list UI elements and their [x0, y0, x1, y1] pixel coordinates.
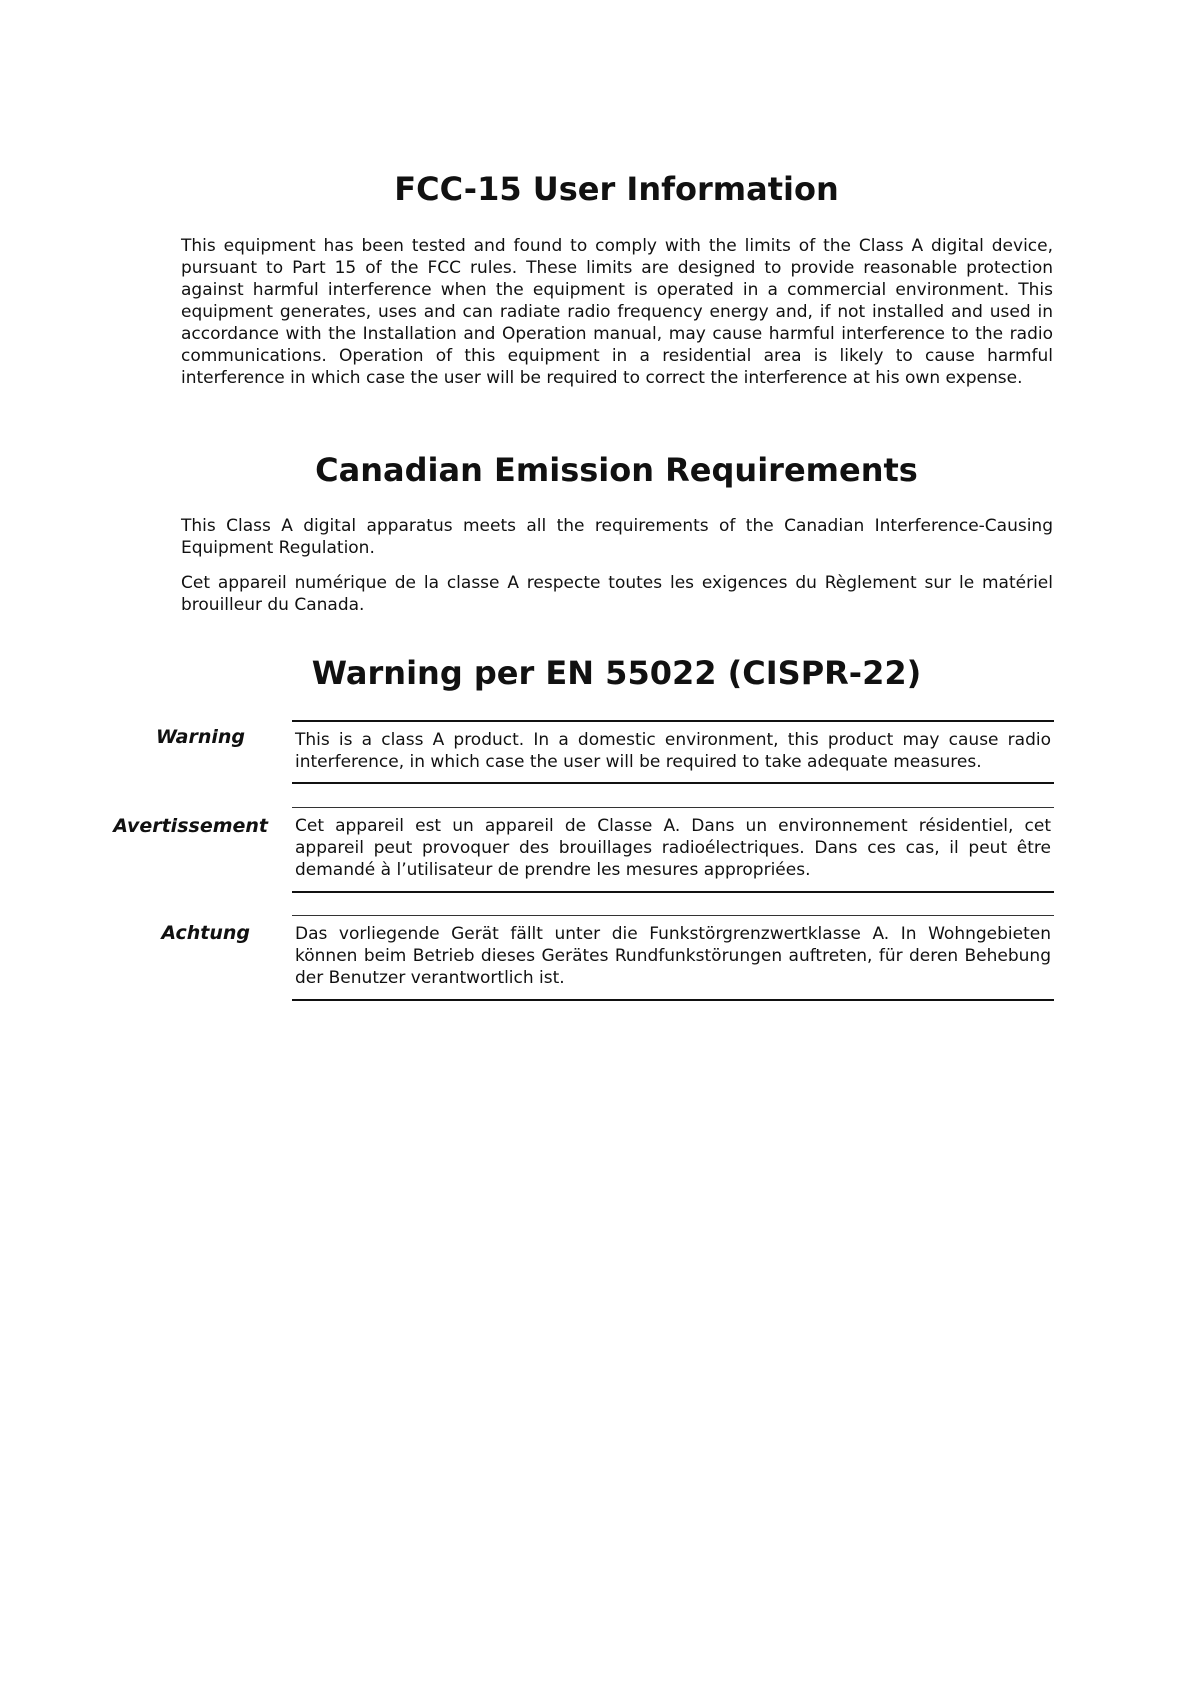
notice-box-avertissement	[292, 807, 1054, 893]
en55022-title: Warning per EN 55022 (CISPR-22)	[311, 654, 922, 692]
notice-text-avertissement: Cet appareil est un appareil de Classe A. Dans un environnement résidentiel, cet appareil peut provoquer des brouillages radioélectriques. Dans ces cas, il peut être demandé à l’utilisateur de prendre les mesures appropriées.	[295, 816, 1051, 880]
notice-label-achtung: Achtung	[161, 922, 250, 944]
fcc-title: FCC-15 User Information	[394, 170, 839, 208]
notice-box-warning	[292, 720, 1054, 784]
notice-text-achtung: Das vorliegende Gerät fällt unter die Funkstörgrenzwertklasse A. In Wohngebieten können beim Betrieb dieses Gerätes Rundfunkstörungen auftreten, für deren Behebung der Benutzer verantwortlich ist.	[295, 924, 1051, 988]
notice-label-avertissement: Avertissement	[113, 815, 268, 837]
notice-box-achtung	[292, 915, 1054, 1001]
canadian-title: Canadian Emission Requirements	[315, 451, 918, 489]
fcc-body: This equipment has been tested and found to comply with the limits of the Class A digital device, pursuant to Part 15 of the FCC rules. These limits are designed to provide reasonable protection against harmful interference when the equipment is operated in a commercial environment. This equipment generates, uses and can radiate radio frequency energy and, if not installed and used in accordance with the Installation and Operation manual, may cause harmful interference to the radio communications. Operation of this equipment in a residential area is likely to cause harmful interference in which case the user will be required to correct the interference at his own expense.	[181, 236, 1053, 388]
canadian-body-fr: Cet appareil numérique de la classe A respecte toutes les exigences du Règlement sur le matériel brouilleur du Canada.	[181, 573, 1053, 615]
notice-label-warning: Warning	[155, 726, 245, 748]
notice-text-warning: This is a class A product. In a domestic environment, this product may cause radio interference, in which case the user will be required to take adequate measures.	[295, 730, 1051, 772]
canadian-body-en: This Class A digital apparatus meets all the requirements of the Canadian Interference-Causing Equipment Regulation.	[181, 516, 1053, 558]
